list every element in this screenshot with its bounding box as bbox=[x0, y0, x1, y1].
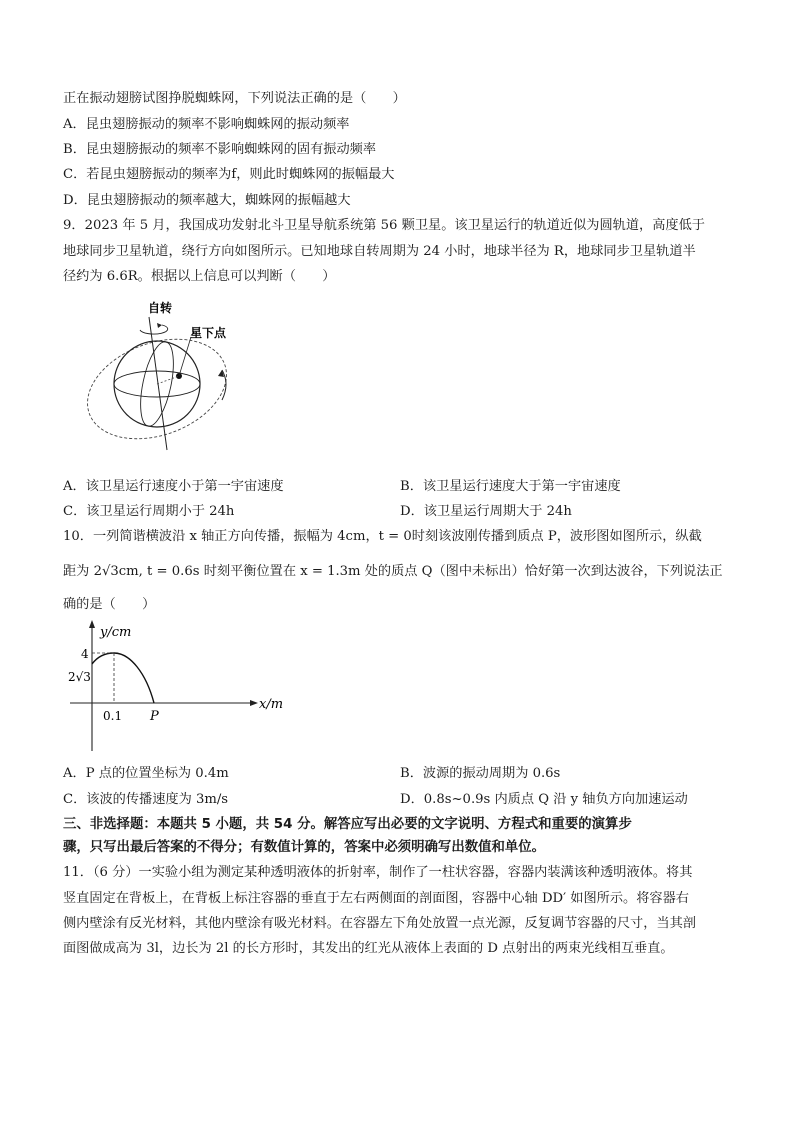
q9-option-c: C．该卫星运行周期小于 24h bbox=[63, 504, 235, 519]
q10-option-c: C．该波的传播速度为 3m/s bbox=[63, 792, 229, 807]
section-3-heading-line-2: 骤，只写出最后答案的不得分；有数值计算的，答案中必须明确写出数值和单位。 bbox=[63, 840, 546, 855]
x-axis-label: x/m bbox=[259, 697, 284, 712]
q10-option-a: A．P 点的位置坐标为 0.4m bbox=[63, 766, 229, 781]
q9-option-d: D．该卫星运行周期大于 24h bbox=[400, 504, 572, 519]
q11-line-3: 侧内壁涂有反光材料，其他内壁涂有吸光材料。在容器左下角处放置一点光源，反复调节容器的尺寸，当其剖 bbox=[63, 916, 696, 931]
q10-line-1: 10．一列简谐横波沿 x 轴正方向传播，振幅为 4cm，t = 0时刻该波刚传播到质点 P，波形图如图所示，纵截 bbox=[63, 529, 702, 544]
tick-x-0-1: 0.1 bbox=[103, 709, 123, 723]
satellite-orbit-figure bbox=[72, 292, 242, 462]
q8-option-d: D．昆虫翅膀振动的频率越大，蜘蛛网的振幅越大 bbox=[63, 193, 351, 208]
q9-line-3: 径约为 6.6R。根据以上信息可以判断（ ） bbox=[63, 269, 336, 284]
q10-option-b: B．波源的振动周期为 0.6s bbox=[400, 766, 561, 781]
q8-stem: 正在振动翅膀试图挣脱蜘蛛网，下列说法正确的是（ ） bbox=[63, 91, 406, 106]
q10-option-d: D．0.8s~0.9s 内质点 Q 沿 y 轴负方向加速运动 bbox=[400, 792, 688, 807]
tick-y-4: 4 bbox=[81, 647, 89, 661]
section-3-heading-line-1: 三、非选择题：本题共 5 小题，共 54 分。解答应写出必要的文字说明、方程式和重要的演算步 bbox=[63, 817, 632, 832]
rotation-label: 自转 bbox=[148, 301, 173, 315]
q9-option-b: B．该卫星运行速度大于第一宇宙速度 bbox=[400, 479, 621, 494]
tick-y-2root3: 2√3 bbox=[68, 670, 91, 684]
waveform-figure bbox=[62, 618, 302, 758]
q9-line-2: 地球同步卫星轨道，绕行方向如图所示。已知地球自转周期为 24 小时，地球半径为 R，地球同步卫星轨道半 bbox=[63, 244, 696, 259]
q11-line-2: 竖直固定在背板上，在背板上标注容器的垂直于左右两侧面的剖面图，容器中心轴 DD′ 如图所示。将容器右 bbox=[63, 891, 689, 906]
q9-option-a: A．该卫星运行速度小于第一宇宙速度 bbox=[63, 479, 284, 494]
point-p-label: P bbox=[150, 709, 159, 724]
q10-line-2: 距为 2√3cm, t = 0.6s 时刻平衡位置在 x = 1.3m 处的质点 Q（图中未标出）恰好第一次到达波谷，下列说法正 bbox=[63, 564, 723, 579]
q11-line-4: 面图做成高为 3l，边长为 2l 的长方形时，其发出的红光从液体上表面的 D 点射出的两束光线相互垂直。 bbox=[63, 941, 674, 956]
q11-line-1: 11．（6 分）一实验小组为测定某种透明液体的折射率，制作了一柱状容器，容器内装满该种透明液体。将其 bbox=[63, 865, 693, 880]
y-axis-label: y/cm bbox=[100, 625, 132, 640]
q9-line-1: 9．2023 年 5 月，我国成功发射北斗卫星导航系统第 56 颗卫星。该卫星运行的轨道近似为圆轨道，高度低于 bbox=[63, 218, 705, 233]
q8-option-a: A．昆虫翅膀振动的频率不影响蜘蛛网的振动频率 bbox=[63, 117, 350, 132]
q8-option-b: B．昆虫翅膀振动的频率不影响蜘蛛网的固有振动频率 bbox=[63, 142, 377, 157]
subpoint-label: 星下点 bbox=[190, 326, 227, 340]
q10-line-3: 确的是（ ） bbox=[63, 597, 156, 612]
q8-option-c: C．若昆虫翅膀振动的频率为f，则此时蜘蛛网的振幅最大 bbox=[63, 167, 395, 182]
wave-curve bbox=[92, 653, 154, 703]
